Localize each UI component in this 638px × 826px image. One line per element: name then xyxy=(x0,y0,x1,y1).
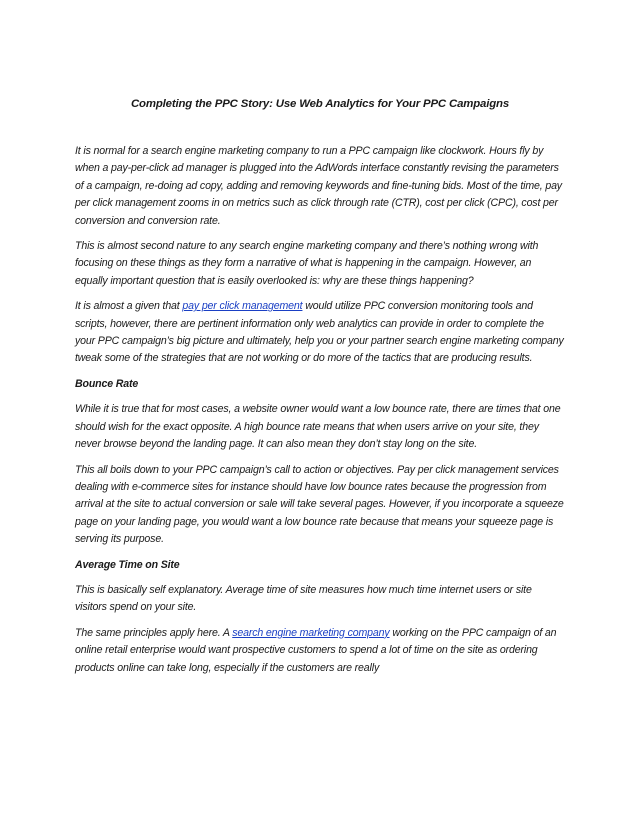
pay-per-click-management-link[interactable]: pay per click management xyxy=(182,300,303,313)
paragraph-bounce-rate: While it is true that for most cases, a website owner would want a low bounce rate, there are times that one should wish for the exact opposite. A high bounce rate means that when users arrive on your site, they never browse beyond the landing page. It can also mean they don’t stay long on the site. xyxy=(75,403,561,451)
paragraph-analytics-text-end: would utilize PPC conversion monitoring tools and scripts, however, there are pertinent information only web analytics can provide in order to complete the your PPC campaign’s big picture and ultimately, help you or your partner search engine marketing company tweak some of the strategies that are not working or do more of the tactics that are producing results. xyxy=(75,300,564,365)
paragraph-analytics xyxy=(75,298,565,368)
page-title: Completing the PPC Story: Use Web Analytics for Your PPC Campaigns xyxy=(130,98,510,110)
document-body xyxy=(75,96,565,685)
section-heading-average-time: Average Time on Site xyxy=(75,558,180,571)
section-heading-bounce-rate: Bounce Rate xyxy=(75,377,139,390)
paragraph-average-time: This is basically self explanatory. Average time of site measures how much time internet users or site visitors spend on your site. xyxy=(75,583,532,614)
paragraph-narrative: This is almost second nature to any search engine marketing company and there’s nothing wrong with focusing on these things as they form a narrative of what is happening in the campaign. However, an equally important question that is easily overlooked is: why are these things happening? xyxy=(75,240,539,287)
paragraph-same-principles xyxy=(75,625,565,677)
search-engine-marketing-company-link[interactable]: search engine marketing company xyxy=(232,626,390,639)
paragraph-intro: It is normal for a search engine marketing company to run a PPC campaign like clockwork. Hours fly by when a pay-per-click ad manager is plugged into the AdWords interface constantly revising the parameters of a campaign, re-doing ad copy, adding and removing keywords and fine-tuning bids. Most of the time, pay per click management zooms in on metrics such as click through rate (CTR), cost per click (CPC), cost per conversion and conversion rate. xyxy=(75,145,562,227)
paragraph-call-to-action: This all boils down to your PPC campaign’s call to action or objectives. Pay per click management services dealing with e-commerce sites for instance should have low bounce rates because the progression from arrival at the site to actual conversion or sale will take several pages. However, if you incorporate a squeeze page on your landing page, you would want a low bounce rate because that means your squeeze page is serving its purpose. xyxy=(75,463,564,546)
paragraph-same-principles-text-end: working on the PPC campaign of an online retail enterprise would want prospective customers to spend a lot of time on the site as ordering products online can take long, especially if the customers are really xyxy=(75,626,557,674)
paragraph-analytics-text-start: It is almost a given that xyxy=(75,300,183,313)
paragraph-same-principles-text-start: The same principles apply here. A xyxy=(75,626,233,639)
